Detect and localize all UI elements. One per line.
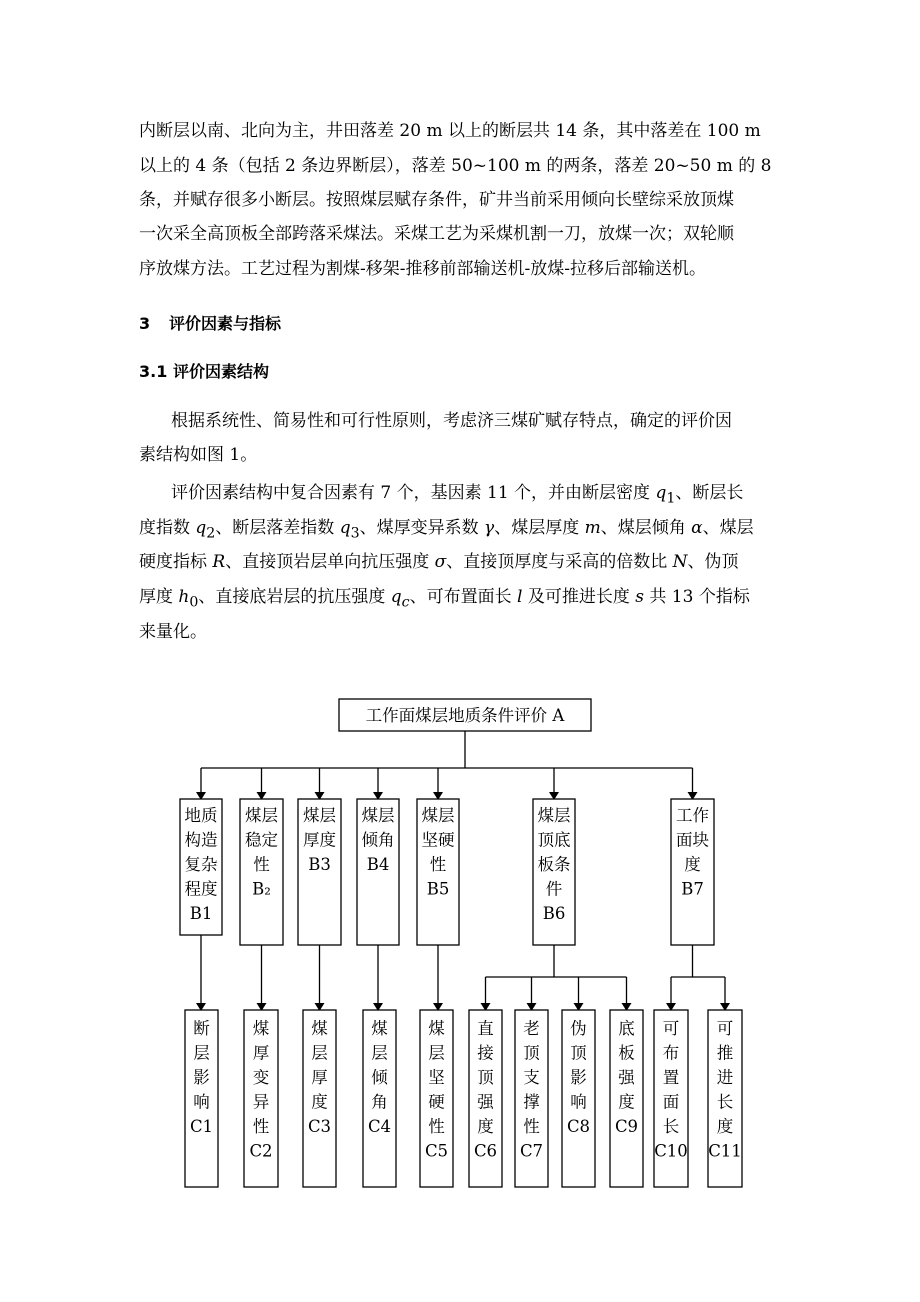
node-label: 层 bbox=[193, 1043, 210, 1063]
factor-node-b2 bbox=[240, 799, 283, 945]
node-label: 底 bbox=[618, 1019, 635, 1038]
factor-node-c3 bbox=[303, 1010, 336, 1187]
node-label: 煤层 bbox=[537, 806, 571, 825]
section-title: 评价因素与指标 bbox=[169, 314, 282, 333]
node-label: 度 bbox=[477, 1117, 494, 1136]
paragraph-line: 以上的 4 条（包括 2 条边界断层），落差 50~100 m 的两条，落差 20~50 m 的 8 bbox=[139, 156, 772, 176]
node-label: 煤 bbox=[371, 1019, 388, 1038]
node-label: B7 bbox=[681, 879, 704, 899]
node-label: 层 bbox=[428, 1043, 445, 1063]
node-label: 程度 bbox=[184, 879, 218, 899]
factor-node-c10 bbox=[654, 1010, 688, 1187]
factor-node-b3 bbox=[298, 799, 341, 945]
node-label: 坚 bbox=[428, 1068, 445, 1087]
node-label: 层 bbox=[311, 1043, 328, 1063]
factor-node-c11 bbox=[708, 1010, 742, 1187]
node-label: 构造 bbox=[184, 830, 218, 850]
node-label: 厚 bbox=[311, 1068, 328, 1087]
node-label: B4 bbox=[366, 855, 390, 874]
node-label: 影 bbox=[193, 1068, 210, 1087]
factor-node-c4 bbox=[363, 1010, 396, 1187]
node-label: 复杂 bbox=[184, 855, 218, 874]
node-label: 直 bbox=[477, 1019, 494, 1038]
node-label: 老 bbox=[523, 1019, 540, 1038]
node-label: 度 bbox=[618, 1092, 635, 1112]
node-label: 强 bbox=[618, 1068, 635, 1087]
node-label: C11 bbox=[708, 1141, 742, 1161]
node-label: C5 bbox=[424, 1141, 449, 1161]
paragraph-line: 度指数 $q_2$、断层落差指数 $q_3$、煤厚变异系数 γ、煤层厚度 m、煤层倾角 α、煤层 bbox=[139, 518, 754, 542]
node-label: 面块 bbox=[676, 830, 709, 850]
node-label: 长 bbox=[716, 1092, 734, 1112]
node-label: C1 bbox=[189, 1117, 214, 1136]
node-label: 接 bbox=[477, 1043, 494, 1063]
factor-node-c8 bbox=[562, 1010, 595, 1187]
node-label: C7 bbox=[519, 1141, 544, 1161]
node-label: 坚硬 bbox=[421, 830, 455, 850]
factor-node-c7 bbox=[515, 1010, 548, 1187]
factor-node-b1 bbox=[180, 799, 222, 935]
node-label: 煤 bbox=[428, 1019, 445, 1038]
section-number: 3.1 bbox=[139, 362, 168, 381]
factor-node-b5 bbox=[417, 799, 459, 945]
node-label: 顶 bbox=[477, 1068, 494, 1087]
node-label: 性 bbox=[253, 855, 270, 874]
node-label: 可 bbox=[662, 1019, 680, 1038]
node-label: 煤层 bbox=[421, 806, 455, 825]
paragraph-line: 内断层以南、北向为主，井田落差 20 m 以上的断层共 14 条，其中落差在 100 m bbox=[139, 121, 761, 141]
factor-node-b4 bbox=[357, 799, 399, 945]
node-label: 厚 bbox=[252, 1043, 270, 1063]
node-label: 性 bbox=[428, 1117, 445, 1136]
node-label: 强 bbox=[477, 1092, 494, 1112]
node-label: 煤 bbox=[252, 1019, 270, 1038]
node-label: 层 bbox=[371, 1043, 388, 1063]
node-label: 度 bbox=[684, 855, 701, 874]
node-label: C8 bbox=[566, 1117, 591, 1136]
node-label: 顶底 bbox=[537, 830, 571, 850]
node-label: 煤层 bbox=[245, 806, 278, 825]
node-label: 煤层 bbox=[361, 806, 395, 825]
node-label: 性 bbox=[429, 855, 447, 874]
factor-node-c1 bbox=[185, 1010, 218, 1187]
node-label: 顶 bbox=[523, 1043, 540, 1063]
node-label: 异 bbox=[252, 1092, 270, 1112]
node-label: 响 bbox=[193, 1092, 210, 1112]
factor-node-c6 bbox=[469, 1010, 502, 1187]
paragraph-line: 硬度指标 R、直接顶岩层单向抗压强度 σ、直接顶厚度与采高的倍数比 N、伪顶 bbox=[139, 552, 739, 572]
node-label: B3 bbox=[308, 855, 331, 874]
node-label: 断 bbox=[193, 1019, 210, 1038]
node-label: C3 bbox=[307, 1117, 332, 1136]
node-label: 工作 bbox=[676, 806, 709, 825]
node-label: C9 bbox=[614, 1117, 639, 1136]
factor-node-b7 bbox=[671, 799, 714, 945]
node-label: 度 bbox=[716, 1117, 734, 1136]
node-label: 角 bbox=[371, 1092, 388, 1112]
node-label: 可 bbox=[716, 1019, 734, 1038]
node-label: 长 bbox=[662, 1117, 680, 1136]
node-label: 伪 bbox=[570, 1019, 587, 1038]
paragraph-line: 一次采全高顶板全部跨落采煤法。采煤工艺为采煤机割一刀，放煤一次；双轮顺 bbox=[139, 224, 734, 244]
node-label: 影 bbox=[570, 1068, 587, 1087]
node-label: B5 bbox=[426, 879, 450, 899]
node-label: 推 bbox=[716, 1043, 734, 1063]
node-label: 件 bbox=[545, 879, 563, 899]
factor-node-c2 bbox=[244, 1010, 278, 1187]
node-label: 性 bbox=[252, 1117, 270, 1136]
node-label: 性 bbox=[523, 1117, 540, 1136]
section-title: 评价因素结构 bbox=[173, 362, 270, 381]
paragraph-line: 根据系统性、简易性和可行性原则，考虑济三煤矿赋存特点，确定的评价因 bbox=[171, 411, 732, 431]
factor-node-c5 bbox=[420, 1010, 453, 1187]
factor-node-c9 bbox=[610, 1010, 643, 1187]
node-label: 厚度 bbox=[303, 830, 336, 850]
node-label: 煤 bbox=[311, 1019, 328, 1038]
node-label: 响 bbox=[570, 1092, 587, 1112]
node-label: 支 bbox=[523, 1068, 540, 1087]
node-label: B1 bbox=[189, 904, 213, 923]
node-label: 进 bbox=[716, 1068, 734, 1087]
paragraph-line: 评价因素结构中复合因素有 7 个，基因素 11 个，并由断层密度 $q_1$、断层长 bbox=[171, 483, 744, 507]
node-label: 度 bbox=[311, 1092, 328, 1112]
section-number: 3 bbox=[139, 314, 151, 333]
diagram-nodes bbox=[180, 699, 742, 1187]
paragraph-line: 素结构如图 1。 bbox=[139, 445, 258, 465]
node-label: 变 bbox=[252, 1068, 270, 1087]
paragraph-line: 厚度 $h_0$、直接底岩层的抗压强度 $q_c$、可布置面长 l 及可推进长度 s 共 13 个指标 bbox=[139, 587, 750, 611]
node-label: 顶 bbox=[570, 1043, 587, 1063]
node-label: 布 bbox=[662, 1043, 680, 1063]
node-label: 地质 bbox=[184, 806, 218, 825]
root-node-label: 工作面煤层地质条件评价 A bbox=[365, 706, 565, 725]
paragraph-line: 来量化。 bbox=[139, 622, 207, 642]
node-label: B6 bbox=[542, 904, 566, 923]
factor-node-b6 bbox=[533, 799, 575, 945]
node-label: 稳定 bbox=[245, 830, 278, 850]
node-label: C2 bbox=[249, 1141, 273, 1161]
node-label: 硬 bbox=[428, 1092, 445, 1112]
paragraph-line: 序放煤方法。工艺过程为割煤-移架-推移前部输送机-放煤-拉移后部输送机。 bbox=[139, 259, 706, 279]
node-label: 面 bbox=[662, 1092, 680, 1112]
node-label: C4 bbox=[367, 1117, 392, 1136]
node-label: 板条 bbox=[537, 855, 571, 874]
node-label: 撑 bbox=[523, 1092, 540, 1112]
node-label: 煤层 bbox=[303, 806, 336, 825]
paragraph-line: 条，并赋存很多小断层。按照煤层赋存条件，矿井当前采用倾向长壁综采放顶煤 bbox=[139, 190, 734, 210]
root-node bbox=[339, 699, 591, 731]
node-label: 倾 bbox=[371, 1068, 388, 1087]
node-label: 置 bbox=[662, 1068, 680, 1087]
node-label: C10 bbox=[654, 1141, 688, 1161]
node-label: B₂ bbox=[252, 879, 271, 899]
node-label: C6 bbox=[473, 1141, 498, 1161]
node-label: 倾角 bbox=[361, 830, 395, 850]
node-label: 板 bbox=[618, 1043, 635, 1063]
